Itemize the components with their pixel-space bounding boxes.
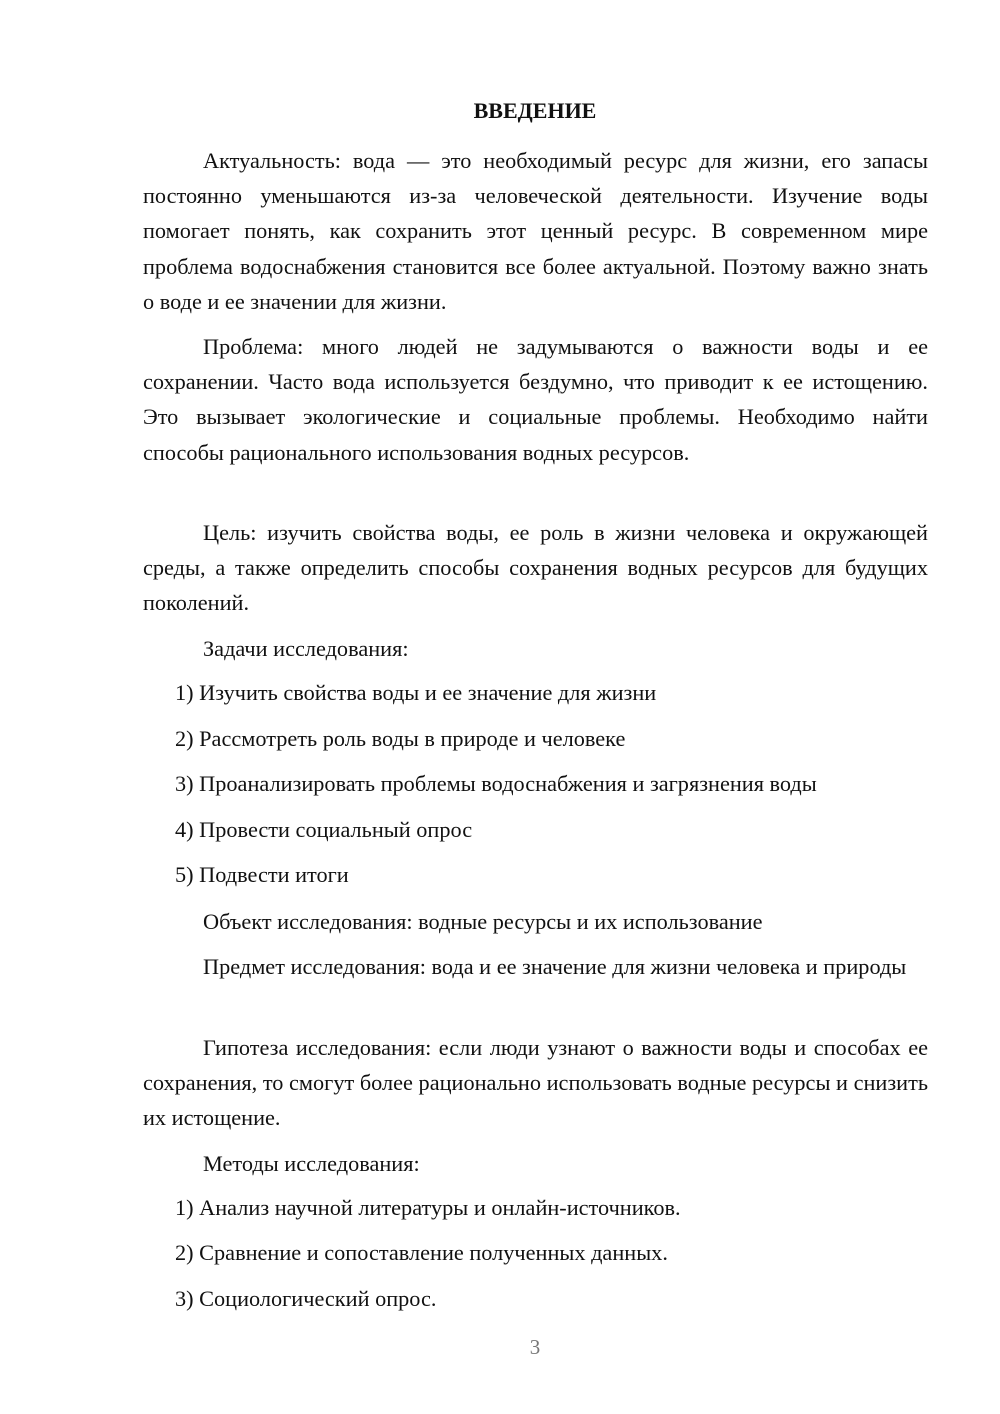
paragraph-problem: Проблема: много людей не задумываются о важности воды и ее сохранении. Часто вода используется бездумно, что приводит к ее истощению. Это вызывает экологические и социальные проблемы. Необходимо найти способы рационального использования водных ресурсов. bbox=[143, 334, 928, 465]
task-item-5: 5) Подвести итоги bbox=[175, 862, 349, 887]
task-item-1: 1) Изучить свойства воды и ее значение для жизни bbox=[175, 680, 657, 705]
task-item-4: 4) Провести социальный опрос bbox=[175, 817, 473, 842]
task-item-3: 3) Проанализировать проблемы водоснабжения и загрязнения воды bbox=[175, 771, 817, 796]
paragraph-actuality: Актуальность: вода — это необходимый ресурс для жизни, его запасы постоянно уменьшаются из-за человеческой деятельности. Изучение воды помогает понять, как сохранить этот ценный ресурс. В современном мире проблема водоснабжения становится все более актуальной. Поэтому важно знать о воде и ее значении для жизни. bbox=[143, 148, 928, 314]
task-item-2: 2) Рассмотреть роль воды в природе и человеке bbox=[175, 726, 626, 751]
method-item-1: 1) Анализ научной литературы и онлайн-источников. bbox=[175, 1195, 681, 1220]
page-number: 3 bbox=[529, 1335, 541, 1359]
tasks-heading: Задачи исследования: bbox=[203, 636, 409, 661]
paragraph-hypothesis: Гипотеза исследования: если люди узнают о важности воды и способах ее сохранения, то смогут более рационально использовать водные ресурсы и снизить их истощение. bbox=[143, 1035, 928, 1131]
paragraph-object: Объект исследования: водные ресурсы и их использование bbox=[203, 909, 763, 934]
method-item-2: 2) Сравнение и сопоставление полученных данных. bbox=[175, 1240, 668, 1265]
paragraph-subject: Предмет исследования: вода и ее значение для жизни человека и природы bbox=[203, 954, 907, 979]
methods-heading: Методы исследования: bbox=[203, 1151, 420, 1176]
section-title: ВВЕДЕНИЕ bbox=[473, 98, 597, 123]
paragraph-goal: Цель: изучить свойства воды, ее роль в жизни человека и окружающей среды, а также определить способы сохранения водных ресурсов для будущих поколений. bbox=[143, 520, 928, 616]
method-item-3: 3) Социологический опрос. bbox=[175, 1286, 437, 1311]
